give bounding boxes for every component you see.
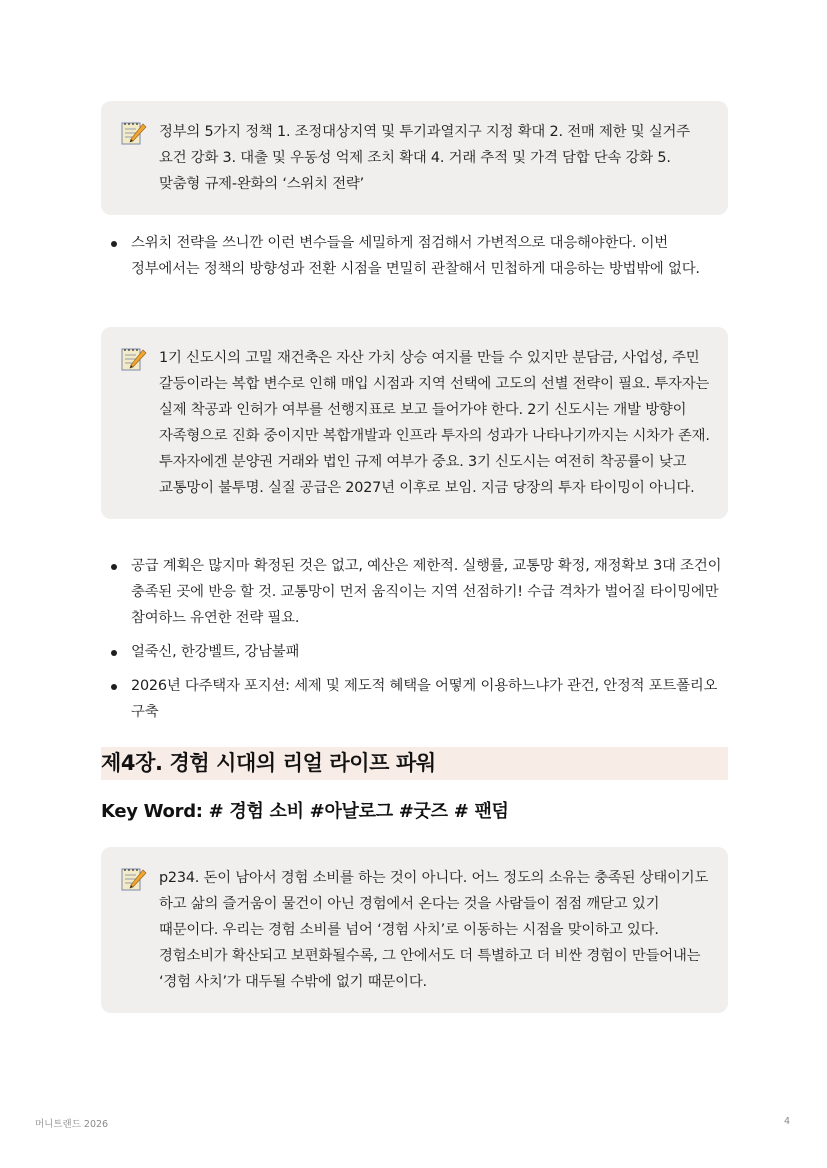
callout-new-towns	[101, 327, 728, 519]
callout-policy	[101, 101, 728, 215]
list-item: 스위치 전략을 쓰니깐 이런 변수들을 세밀하게 점검해서 가변적으로 대응해야한다. 이번 정부에서는 정책의 방향성과 전환 시점을 면밀히 관찰해서 민첩하게 대응하는 방법밖에 없다.	[101, 230, 728, 282]
keyword-line: Key Word: # 경험 소비 #아날로그 #굿즈 # 팬덤	[101, 801, 509, 822]
page-number: 4	[783, 1116, 790, 1127]
memo-icon	[119, 119, 147, 147]
callout-text: 1기 신도시의 고밀 재건축은 자산 가치 상승 여지를 만들 수 있지만 분담금, 사업성, 주민 갈등이라는 복합 변수로 인해 매입 시점과 지역 선택에 고도의 선별 전략이 필요. 투자자는 실제 착공과 인허가 여부를 선행지표로 보고 들어가야 한다. 2기 신도시는 개발 방향이 자족형으로 진화 중이지만 복합개발과 인프라 투자의 성과가 나타나기까지는 시차가 존재. 투자자에겐 분양권 거래와 법인 규제 여부가 중요. 3기 신도시는 여전히 착공률이 낮고 교통망이 불투명. 실질 공급은 2027년 이후로 보임. 지금 당장의 투자 타이밍이 아니다.	[159, 350, 710, 496]
bullet-list	[101, 230, 728, 290]
list-item: 공급 계획은 많지마 확정된 것은 없고, 예산은 제한적. 실행률, 교통망 확정, 재정확보 3대 조건이 충족된 곳에 반응 할 것. 교통망이 먼저 움직이는 지역 선점하기! 수급 격차가 벌어질 타이밍에만 참여하느 유연한 전략 필요.	[101, 553, 728, 631]
callout-experience	[101, 847, 728, 1013]
list-item: 얼죽신, 한강벨트, 강남불패	[101, 639, 728, 665]
callout-text: p234. 돈이 남아서 경험 소비를 하는 것이 아니다. 어느 정도의 소유는 충족된 상태이기도 하고 삶의 즐거움이 물건이 아닌 경험에서 온다는 것을 사람들이 점점 깨닫고 있기 때문이다. 우리는 경험 소비를 넘어 ‘경험 사치’로 이동하는 시점을 맞이하고 있다. 경험소비가 확산되고 보편화될수록, 그 안에서도 더 특별하고 더 비싼 경험이 만들어내는 ‘경험 사치’가 대두될 수밖에 없기 때문이다.	[159, 870, 709, 990]
memo-icon	[119, 865, 147, 893]
footer-label: 머니트랜드 2026	[35, 1119, 109, 1130]
list-item: 2026년 다주택자 포지션: 세제 및 제도적 혜택을 어떻게 이용하느냐가 관건, 안정적 포트폴리오 구축	[101, 673, 728, 725]
chapter-title: 제4장. 경험 시대의 리얼 라이프 파워	[101, 747, 728, 780]
bullet-list	[101, 553, 728, 733]
memo-icon	[119, 345, 147, 373]
callout-text: 정부의 5가지 정책 1. 조정대상지역 및 투기과열지구 지정 확대 2. 전매 제한 및 실거주 요건 강화 3. 대출 및 우동성 억제 조치 확대 4. 거래 추적 및 가격 담합 단속 강화 5. 맞춤형 규제-완화의 ‘스위치 전략’	[159, 124, 690, 192]
